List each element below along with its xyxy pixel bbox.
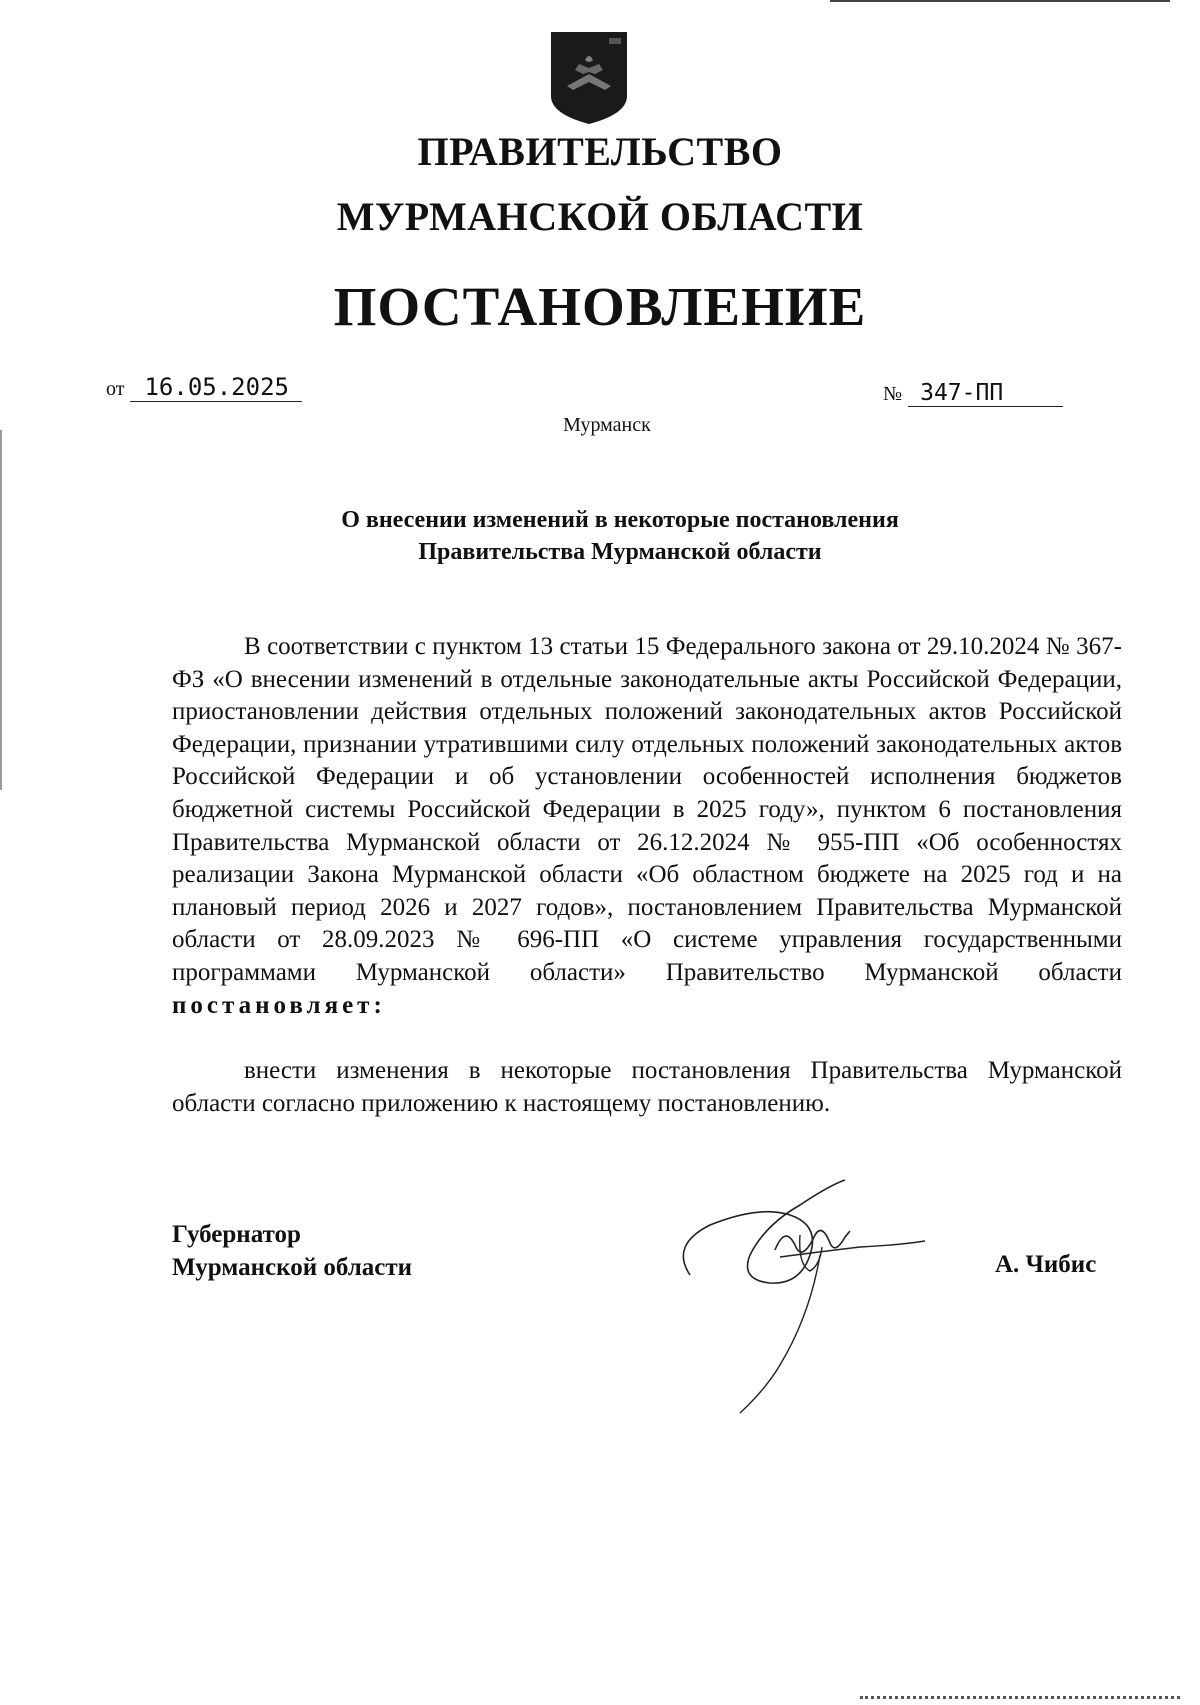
document-number	[883, 380, 1063, 407]
body-paragraph-1-text: В соответствии с пунктом 13 статьи 15 Федерального закона от 29.10.2024 № 367-ФЗ «О внесении изменений в отдельные законодательные акты Российской Федерации, приостановлении действия отдельных положений законодательных актов Российской Федерации, признании утратившими силу отдельных положений законодательных актов Российской Федерации и об установлении особенностей исполнения бюджетов бюджетной системы Российской Федерации в 2025 году», пунктом 6 постановления Правительства Мурманской области от 26.12.2024 № 955-ПП «Об особенностях реализации Закона Мурманской области «Об областном бюджете на 2025 год и на плановый период 2026 и 2027 годов», постановлением Правительства Мурманской области от 28.09.2023 № 696-ПП «О системе управления государственными программами Мурманской области» Правительство Мурманской области	[172, 633, 1122, 986]
signer-title-line1: Губернатор	[172, 1221, 301, 1248]
signer-name: А. Чибис	[995, 1251, 1097, 1278]
decree-word: постановляет:	[172, 991, 386, 1019]
subject-line2: Правительства Мурманской области	[418, 539, 822, 565]
document-type-title: ПОСТАНОВЛЕНИЕ	[333, 276, 867, 337]
organization-name-line1: ПРАВИТЕЛЬСТВО	[417, 129, 783, 174]
signer-title-line2: Мурманской области	[172, 1254, 413, 1281]
number-value: 347-ПП	[908, 380, 1063, 407]
scan-edge-mark-top	[830, 0, 1170, 6]
document-subject	[0, 504, 1200, 568]
body-paragraph-2: внести изменения в некоторые постановления Правительства Мурманской области согласно приложению к настоящему постановлению.	[172, 1057, 1122, 1117]
city-name: Мурманск	[563, 414, 651, 436]
number-prefix: №	[883, 383, 903, 405]
body-paragraph-1	[172, 631, 1122, 1022]
document-date	[106, 373, 302, 402]
signer-title	[172, 1218, 412, 1284]
scan-edge-mark-left	[0, 430, 2, 790]
date-value: 16.05.2025	[130, 373, 302, 402]
subject-line1: О внесении изменений в некоторые постановления	[341, 507, 899, 533]
organization-name-line2: МУРМАНСКОЙ ОБЛАСТИ	[336, 194, 864, 239]
scan-edge-mark-bottom	[860, 1690, 1180, 1699]
handwritten-signature	[670, 1175, 930, 1415]
date-prefix: от	[106, 378, 125, 400]
coat-of-arms-icon	[549, 30, 629, 126]
